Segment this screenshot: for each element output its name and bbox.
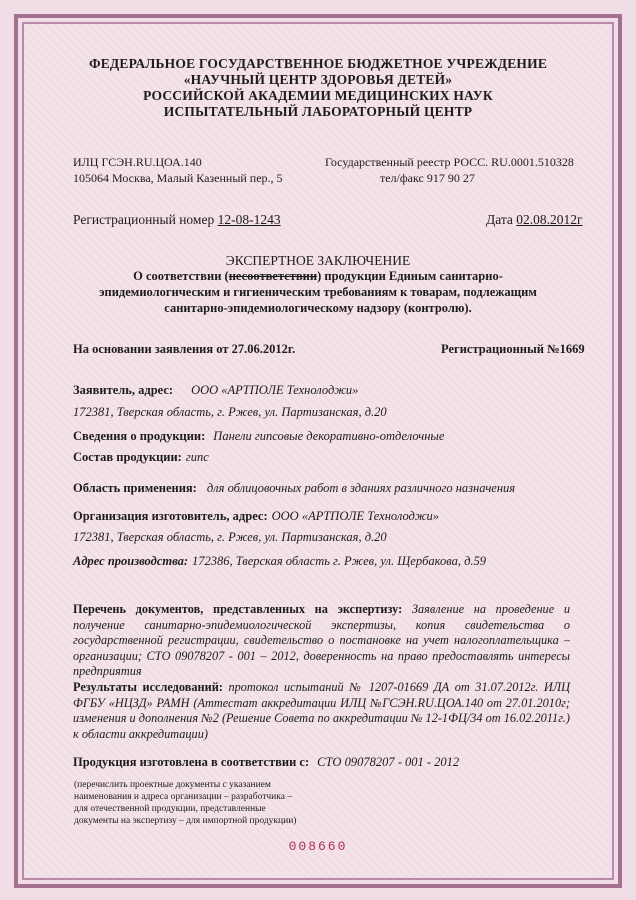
application-area-label: Область применения: (73, 481, 197, 495)
product-row (73, 427, 444, 445)
conclusion-heading: ЭКСПЕРТНОЕ ЗАКЛЮЧЕНИЕ (225, 253, 411, 268)
phone-fax: тел/факс 917 90 27 (380, 171, 475, 185)
applicant-address: 172381, Тверская область, г. Ржев, ул. Партизанская, д.20 (73, 405, 387, 419)
production-address-value: 172386, Тверская область г. Ржев, ул. Щербакова, д.59 (192, 554, 487, 568)
composition-row (73, 448, 209, 466)
produced-value: СТО 09078207 - 001 - 2012 (317, 755, 460, 769)
date-value: 02.08.2012г (516, 212, 583, 227)
results-paragraph (73, 680, 570, 742)
title-line-3: санитарно-эпидемиологическому надзору (контролю). (164, 301, 472, 315)
production-address-label: Адрес производства: (73, 554, 189, 568)
header-line-4: ИСПЫТАТЕЛЬНЫЙ ЛАБОРАТОРНЫЙ ЦЕНТР (163, 104, 473, 119)
product-value: Панели гипсовые декоративно-отделочные (213, 429, 445, 443)
results-label: Результаты исследований: (73, 680, 223, 694)
composition-value: гипс (185, 450, 209, 464)
applicant-name: ООО «АРТПОЛЕ Технолоджи» (191, 383, 359, 397)
registration-label: Регистрационный номер (73, 212, 215, 227)
documents-text: Заявление на проведение и получение санитарно-эпидемиологической экспертизы, копия свидетельства о государственной регистрации, свидетельство о постановке на учет налогоплательщика – организации; СТО 09078207 - 001 – 2012, доверенность на право предоставлять интересы предприятия (73, 602, 570, 678)
footnote: (перечислить проектные документы с указанием наименования и адреса организации – разработчика – для отечественной продукции, представленные документы на экспертизу – для импортной продукции) (74, 780, 297, 826)
registration-number: 12-08-1243 (217, 212, 281, 227)
registration-number-row (73, 212, 281, 228)
application-area-value: для облицовочных работ в зданиях различного назначения (206, 481, 516, 495)
org-address: 105064 Москва, Малый Казенный пер., 5 (73, 171, 283, 185)
production-address-row (73, 552, 486, 570)
manufacturer-name: ООО «АРТПОЛЕ Технолоджи» (271, 509, 439, 523)
state-registry: Государственный реестр РОСС. RU.0001.510328 (325, 155, 574, 169)
header-line-1: ФЕДЕРАЛЬНОЕ ГОСУДАРСТВЕННОЕ БЮДЖЕТНОЕ УЧРЕЖДЕНИЕ (88, 56, 548, 71)
produced-row (73, 753, 459, 771)
applicant-row (73, 381, 358, 399)
application-reg-number: Регистрационный №1669 (441, 342, 585, 356)
accreditation-code: ИЛЦ ГСЭН.RU.ЦОА.140 (73, 155, 202, 169)
serial-number: 008660 (288, 839, 348, 854)
manufacturer-label: Организация изготовитель, адрес: (73, 509, 268, 523)
manufacturer-row (73, 507, 439, 525)
documents-paragraph (73, 602, 570, 680)
basis-statement: На основании заявления от 27.06.2012г. (73, 342, 296, 356)
composition-label: Состав продукции: (73, 450, 182, 464)
title-struck-word: несоответствии (228, 269, 318, 283)
date-label: Дата (486, 212, 513, 227)
title-line-1-start: О соответствии ( (133, 269, 229, 283)
title-line-2: эпидемиологическим и гигиеническим требованиям к товарам, подлежащим (99, 285, 537, 299)
date-row (486, 212, 583, 228)
product-label: Сведения о продукции: (73, 429, 206, 443)
produced-label: Продукция изготовлена в соответствии с: (73, 755, 310, 769)
application-area-row (73, 479, 515, 497)
title-line-1 (0, 269, 636, 284)
header-line-3: РОССИЙСКОЙ АКАДЕМИИ МЕДИЦИНСКИХ НАУК (143, 88, 493, 103)
title-line-1-end: ) продукции Единым санитарно- (317, 269, 503, 283)
results-text: протокол испытаний № 1207-01669 ДА от 31.07.2012г. ИЛЦ ФГБУ «НЦЗД» РАМН (Аттестат аккредитации ИЛЦ №ГСЭН.RU.ЦОА.140 от 27.01.2010г; изменения и дополнения №2 (Решение Совета по аккредитации № 12-1ФЦ/34 от 16.02.2011г.) к области аккредитации) (73, 680, 570, 741)
applicant-label: Заявитель, адрес: (73, 383, 174, 397)
manufacturer-address: 172381, Тверская область, г. Ржев, ул. Партизанская, д.20 (73, 530, 387, 544)
header-line-2: «НАУЧНЫЙ ЦЕНТР ЗДОРОВЬЯ ДЕТЕЙ» (183, 72, 453, 87)
documents-label: Перечень документов, представленных на экспертизу: (73, 602, 403, 616)
